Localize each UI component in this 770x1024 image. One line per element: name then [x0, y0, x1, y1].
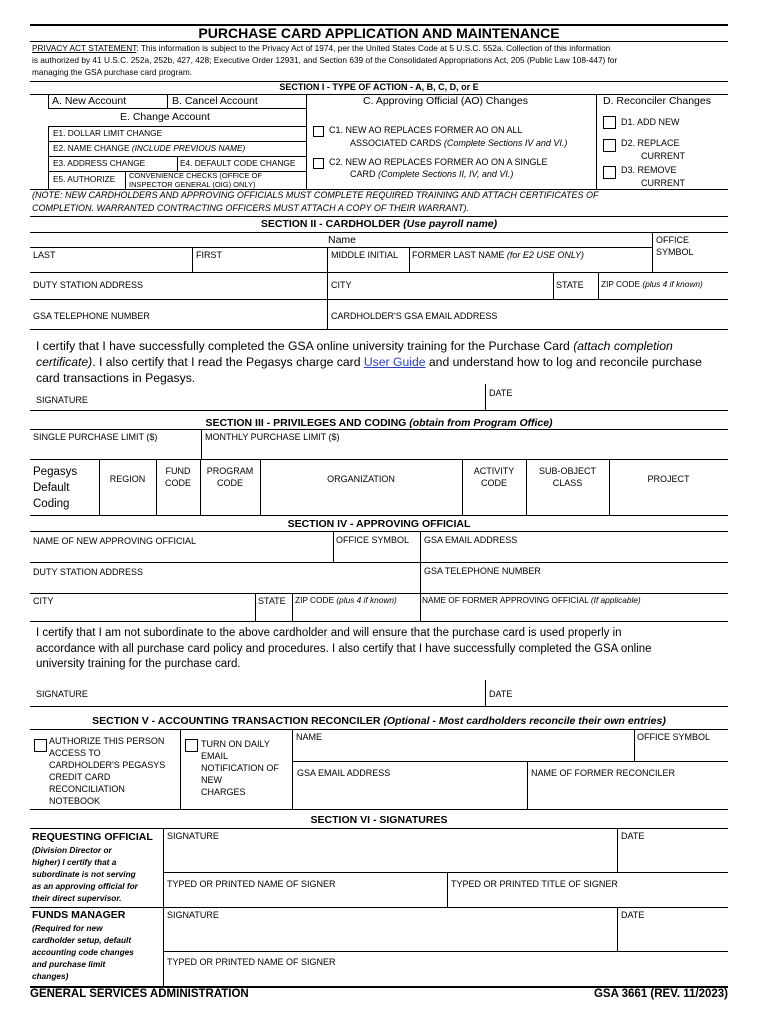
section-2-header: SECTION II - CARDHOLDER (Use payroll name): [260, 218, 498, 230]
cardholder-email-label: CARDHOLDER'S GSA EMAIL ADDRESS: [331, 311, 498, 321]
ao-email-label: GSA EMAIL ADDRESS: [424, 535, 518, 545]
footer-agency: GENERAL SERVICES ADMINISTRATION: [30, 988, 249, 1000]
ao-certification-3: university training for the purchase card.: [36, 658, 241, 670]
new-ao-name-label: NAME OF NEW APPROVING OFFICIAL: [33, 536, 197, 546]
pegasys-coding-fields[interactable]: [99, 491, 728, 515]
note-line1: (NOTE: NEW CARDHOLDERS AND APPROVING OFFICIALS MUST COMPLETE REQUIRED TRAINING AND ATTACH CERTIFICATES OF: [32, 190, 599, 200]
option-c2-label-2: CARD (Complete Sections II, IV, and VI.): [350, 169, 514, 179]
monthly-purchase-limit-label: MONTHLY PURCHASE LIMIT ($): [205, 432, 340, 442]
ao-telephone-label: GSA TELEPHONE NUMBER: [424, 566, 541, 576]
ao-state-label: STATE: [258, 596, 286, 606]
sub-object-class-label-2: CLASS: [552, 478, 583, 488]
section-6-header: SECTION VI - SIGNATURES: [310, 814, 448, 826]
first-name-label: FIRST: [196, 250, 222, 260]
requesting-official-desc-5: their direct supervisor.: [32, 893, 122, 903]
gsa-telephone-label: GSA TELEPHONE NUMBER: [33, 311, 150, 321]
ao-certification: I certify that I am not subordinate to the above cardholder and will ensure that the purchase card is used properly in: [36, 627, 622, 639]
option-c1-label-2: ASSOCIATED CARDS (Complete Sections IV and VI.): [350, 138, 568, 148]
office-symbol-label-2: SYMBOL: [656, 247, 694, 257]
option-c2-label: C2. NEW AO REPLACES FORMER AO ON A SINGLE: [329, 157, 548, 167]
ao-certification-2: accordance with all purchase card policy and procedures. I also certify that I have successfully completed the GSA online: [36, 643, 652, 655]
requesting-official-desc-3: subordinate is not serving: [32, 869, 136, 879]
requesting-official-desc-4: as an approving official for: [32, 881, 138, 891]
ao-city-label: CITY: [33, 596, 54, 606]
activity-code-label-2: CODE: [480, 478, 507, 488]
note-line2: COMPLETION. WARRANTED CONTRACTING OFFICERS MUST ATTACH A COPY OF THEIR WARRANT).: [32, 203, 470, 213]
purchase-limits-field[interactable]: [30, 443, 728, 459]
d1-checkbox[interactable]: [603, 116, 616, 129]
option-d2-label-2: CURRENT: [641, 151, 685, 161]
reconciler-email-label: GSA EMAIL ADDRESS: [297, 768, 391, 778]
cardholder-signature-field[interactable]: [30, 384, 728, 410]
requesting-official-desc-1: (Division Director or: [32, 845, 112, 855]
project-label: PROJECT: [647, 474, 690, 484]
privacy-statement-line3: managing the GSA purchase card program.: [32, 67, 193, 77]
option-e2-name-change[interactable]: E2. NAME CHANGE (INCLUDE PREVIOUS NAME): [53, 143, 246, 153]
authorize-access-checkbox[interactable]: [34, 739, 47, 752]
funds-manager-desc-5: changes): [32, 971, 69, 981]
funds-manager-desc-2: cardholder setup, default: [32, 935, 132, 945]
ao-name-field[interactable]: [30, 548, 728, 562]
pegasys-label-2: Default: [33, 482, 70, 494]
authorize-label-4: CREDIT CARD: [49, 772, 111, 782]
program-code-label: PROGRAM: [206, 466, 254, 476]
requesting-signature-field[interactable]: [163, 842, 728, 872]
ao-address-field[interactable]: [30, 579, 728, 593]
section-4-header: SECTION IV - APPROVING OFFICIAL: [287, 518, 471, 530]
authorize-label-5: RECONCILIATION: [49, 784, 125, 794]
cardholder-name-field[interactable]: [30, 256, 652, 272]
footer-form-number: GSA 3661 (REV. 11/2023): [593, 988, 728, 1000]
requesting-signature-label: SIGNATURE: [167, 831, 219, 841]
zip-label: ZIP CODE (plus 4 if known): [601, 279, 703, 289]
option-d-reconciler-changes: D. Reconciler Changes: [603, 95, 711, 107]
reconciler-office-label: OFFICE SYMBOL: [637, 732, 711, 742]
option-e1-dollar-limit[interactable]: E1. DOLLAR LIMIT CHANGE: [53, 128, 163, 138]
requesting-official-label: REQUESTING OFFICIAL: [32, 831, 153, 843]
daily-email-label-3: NOTIFICATION OF: [201, 763, 279, 773]
daily-email-label-2: EMAIL: [201, 751, 229, 761]
middle-initial-label: MIDDLE INITIAL: [331, 250, 399, 260]
requesting-typed-fields[interactable]: [163, 890, 728, 907]
ao-office-symbol-label: OFFICE SYMBOL: [336, 535, 410, 545]
ao-date-label: DATE: [489, 689, 513, 699]
c2-checkbox[interactable]: [313, 158, 324, 169]
option-e3-address-change[interactable]: E3. ADDRESS CHANGE: [53, 158, 146, 168]
program-code-label-2: CODE: [216, 478, 243, 488]
funds-manager-desc-4: and purchase limit: [32, 959, 106, 969]
fund-code-label: FUND: [165, 466, 191, 476]
ao-zip-label: ZIP CODE (plus 4 if known): [295, 595, 397, 605]
option-e-change-account: E. Change Account: [120, 111, 210, 123]
requesting-official-desc-2: higher) I certify that a: [32, 857, 117, 867]
ao-signature-field[interactable]: [30, 680, 728, 706]
ao-duty-station-label: DUTY STATION ADDRESS: [33, 567, 144, 577]
duty-station-label: DUTY STATION ADDRESS: [33, 280, 144, 290]
authorize-label-2: ACCESS TO: [49, 748, 101, 758]
option-d3-label-2: CURRENT: [641, 178, 685, 188]
pegasys-label: Pegasys: [33, 466, 78, 478]
organization-label: ORGANIZATION: [327, 474, 395, 484]
section-3-header: SECTION III - PRIVILEGES AND CODING (obtain from Program Office): [205, 417, 553, 429]
privacy-statement: PRIVACY ACT STATEMENT: This information is subject to the Privacy Act of 1974, per the United States Code at 5 U.S.C. 552a. Collection of this information: [32, 43, 611, 53]
name-label: Name: [328, 234, 357, 246]
city-label: CITY: [331, 280, 352, 290]
pegasys-label-3: Coding: [33, 498, 70, 510]
funds-signature-label: SIGNATURE: [167, 910, 219, 920]
c1-checkbox[interactable]: [313, 126, 324, 137]
authorize-label-1: AUTHORIZE THIS PERSON: [49, 736, 165, 746]
option-d3-label: D3. REMOVE: [621, 165, 677, 175]
cardholder-date-label: DATE: [489, 388, 513, 398]
daily-email-label-5: CHARGES: [201, 787, 246, 797]
cardholder-certification-3: card transactions in Pegasys.: [36, 371, 196, 385]
option-d2-label: D2. REPLACE: [621, 138, 680, 148]
requesting-date-label: DATE: [621, 831, 645, 841]
option-e5-text1: CONVENIENCE CHECKS (OFFICE OF: [129, 171, 262, 180]
section-1-header: SECTION I - TYPE OF ACTION - A, B, C, D, or E: [279, 82, 479, 92]
daily-email-label-1: TURN ON DAILY: [201, 739, 270, 749]
funds-date-label: DATE: [621, 910, 645, 920]
section-5-header: SECTION V - ACCOUNTING TRANSACTION RECONCILER (Optional - Most cardholders reconcile their own entries): [92, 715, 666, 727]
option-e5-text2: INSPECTOR GENERAL (OIG) ONLY): [129, 180, 256, 189]
option-a-new-account[interactable]: A. New Account: [52, 95, 127, 107]
last-name-label: LAST: [33, 250, 56, 260]
requesting-typed-name-label: TYPED OR PRINTED NAME OF SIGNER: [167, 879, 336, 889]
cardholder-signature-label: SIGNATURE: [36, 395, 88, 405]
authorize-label-6: NOTEBOOK: [49, 796, 101, 806]
funds-manager-desc-3: accounting code changes: [32, 947, 134, 957]
office-symbol-label: OFFICE: [656, 235, 689, 245]
reconciler-email-field[interactable]: [292, 780, 728, 809]
d3-checkbox[interactable]: [603, 166, 616, 179]
activity-code-label: ACTIVITY: [473, 466, 515, 476]
telephone-email-field[interactable]: [30, 320, 728, 329]
former-reconciler-label: NAME OF FORMER RECONCILER: [531, 768, 676, 778]
d2-checkbox[interactable]: [603, 139, 616, 152]
sub-object-class-label: SUB-OBJECT: [538, 466, 596, 476]
privacy-statement-line2: is authorized by 41 U.S.C. 252a, 252b, 427, 428; Executive Order 12931, and Section 639 of the Consolidated Appropriations Act, 205 (Public Law 108-447) for: [32, 55, 618, 65]
funds-typed-name-field[interactable]: [163, 968, 728, 986]
option-c-ao-changes: C. Approving Official (AO) Changes: [363, 95, 528, 107]
option-d1-label: D1. ADD NEW: [621, 117, 680, 127]
option-b-cancel-account[interactable]: B. Cancel Account: [172, 95, 258, 107]
former-last-name-label: FORMER LAST NAME (for E2 USE ONLY): [412, 250, 585, 260]
option-c1-label: C1. NEW AO REPLACES FORMER AO ON ALL: [329, 125, 523, 135]
fund-code-label-2: CODE: [164, 478, 191, 488]
page-title: PURCHASE CARD APPLICATION AND MAINTENANCE: [198, 25, 560, 41]
funds-typed-name-label: TYPED OR PRINTED NAME OF SIGNER: [167, 957, 336, 967]
reconciler-name-field[interactable]: [292, 744, 728, 761]
cardholder-certification: I certify that I have successfully completed the GSA online university training for the Purchase Card (attach completion: [36, 339, 673, 353]
user-guide-link[interactable]: User Guide: [363, 355, 426, 369]
state-label: STATE: [556, 280, 584, 290]
authorize-label-3: CARDHOLDER'S PEGASYS: [49, 760, 166, 770]
option-e4-default-code[interactable]: E4. DEFAULT CODE CHANGE: [180, 158, 296, 168]
option-e5-authorize[interactable]: E5. AUTHORIZE: [53, 174, 116, 184]
cardholder-certification-2: certificate). I also certify that I read the Pegasys charge card User Guide and understand how to log and reconcile purchase: [36, 355, 702, 369]
former-ao-name-label: NAME OF FORMER APPROVING OFFICIAL (If applicable): [422, 595, 641, 605]
region-label: REGION: [109, 474, 146, 484]
requesting-typed-title-label: TYPED OR PRINTED TITLE OF SIGNER: [451, 879, 618, 889]
daily-email-label-4: NEW: [201, 775, 222, 785]
daily-email-checkbox[interactable]: [185, 739, 198, 752]
funds-signature-field[interactable]: [163, 921, 728, 951]
ao-signature-label: SIGNATURE: [36, 689, 88, 699]
funds-manager-desc-1: (Required for new: [32, 923, 103, 933]
reconciler-name-label: NAME: [296, 732, 323, 742]
single-purchase-limit-label: SINGLE PURCHASE LIMIT ($): [33, 432, 158, 442]
funds-manager-label: FUNDS MANAGER: [32, 909, 126, 921]
